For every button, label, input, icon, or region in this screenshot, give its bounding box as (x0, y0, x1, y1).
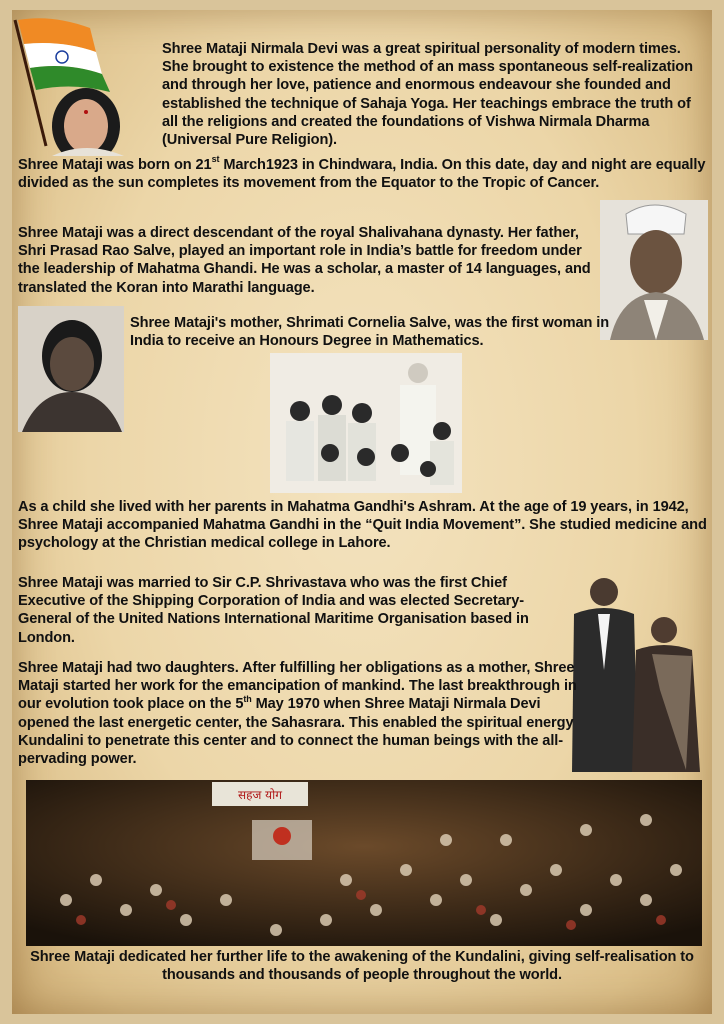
mother-portrait-image (18, 306, 124, 432)
birth-text-a: Shree Mataji was born on 21 (18, 157, 212, 173)
sahasrara-text-sup: th (243, 693, 252, 704)
birth-paragraph (18, 156, 708, 192)
birth-text-b: March1923 in Chindwara, India. On this date, day and night are equally divided as the sun completes its movement from the Equator to the Tropic of Cancer. (18, 157, 706, 192)
sahasrara-paragraph (18, 659, 578, 768)
childhood-paragraph: As a child she lived with her parents in Mahatma Gandhi's Ashram. At the age of 19 years, in 1942, Shree Mataji accompanied Mahatma Gandhi in the “Quit India Movement”. She studied medicine and psychology at the Christian medical college in Lahore. (18, 499, 707, 552)
crowd-photo-image (26, 780, 702, 946)
intro-paragraph: Shree Mataji Nirmala Devi was a great spiritual personality of modern times. She brought to existence the method of an mass spontaneous self-realization and through her love, patience and enormous endeavour she founded and established the technique of Sahaja Yoga. Her teachings embrace the truth of all the religions and created the foundations of Vishwa Nirmala Dharma (Universal Pure Religion). (162, 41, 693, 149)
flag-portrait-image (12, 14, 140, 156)
marriage-paragraph: Shree Mataji was married to Sir C.P. Shrivastava who was the first Chief Executive of the Shipping Corporation of India and was elected Secretary-General of the United Nations International Maritime Organisation based in London. (18, 575, 529, 646)
family-group-image (270, 353, 462, 493)
dynasty-paragraph: Shree Mataji was a direct descendant of the royal Shalivahana dynasty. Her father, Shri Prasad Rao Salve, played an important role in India’s battle for freedom under the leadership of Mahatma Ghandi. He was a scholar, a master of 14 languages, and translated the Koran into Marathi language. (18, 225, 591, 296)
mother-paragraph: Shree Mataji's mother, Shrimati Cornelia Salve, was the first woman in India to receive an Honours Degree in Mathematics. (130, 315, 610, 350)
birth-text-sup: st (211, 154, 220, 165)
sahasrara-text-a: Shree Mataji had two daughters. After fulfilling her obligations as a mother, Shree Mataji started her work for the emancipation of mankind. The last breakthrough in our evolution took place on the 5 (18, 660, 577, 713)
closing-paragraph: Shree Mataji dedicated her further life to the awakening of the Kundalini, giving self-realisation to thousands and thousands of people throughout the world. (30, 949, 694, 984)
banner-text: सहज योग (237, 788, 283, 802)
document-page (12, 10, 712, 1014)
couple-photo-image (560, 570, 704, 772)
sahasrara-text-b: May 1970 when Shree Mataji Nirmala Devi opened the last energetic center, the Sahasrara. This enabled the spiritual energy Kundalini to penetrate this center and to connect the human beings with the all-pervading power. (18, 696, 574, 768)
